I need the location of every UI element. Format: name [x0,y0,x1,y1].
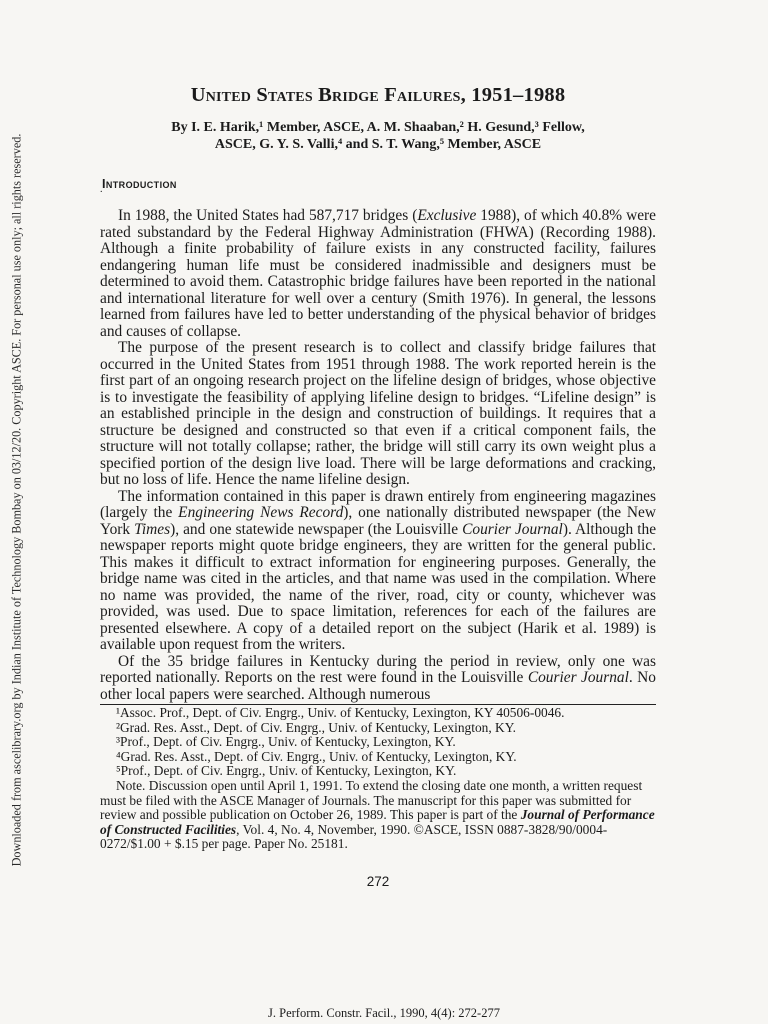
footnote-3: ³Prof., Dept. of Civ. Engrg., Univ. of Kentucky, Lexington, KY. [116,734,456,750]
journal-citation: J. Perform. Constr. Facil., 1990, 4(4): 272-277 [268,1006,500,1020]
author-list [100,119,656,153]
footnote-5: ⁵Prof., Dept. of Civ. Engrg., Univ. of Kentucky, Lexington, KY. [116,763,457,779]
stray-mark: . [100,184,103,195]
body-text [100,208,656,703]
authors-line-1: By I. E. Harik,¹ Member, ASCE, A. M. Shaaban,² H. Gesund,³ Fellow, [171,120,585,135]
section-heading: Introduction [102,177,177,191]
footnote-1: ¹Assoc. Prof., Dept. of Civ. Engrg., Univ. of Kentucky, Lexington, KY 40506-0046. [116,705,565,720]
authors-line-2: ASCE, G. Y. S. Valli,⁴ and S. T. Wang,⁵ Member, ASCE [214,137,542,152]
download-watermark: Downloaded from ascelibrary.org by Indian Institute of Technology Bombay on 03/12/20. Copyright ASCE. For personal use only; all rights reserved. [9,133,24,867]
publication-note: Note. Discussion open until April 1, 1991. To extend the closing date one month, a written request must be filed with the ASCE Manager of Journals. The manuscript for this paper was submitted for review and possible publication on October 26, 1989. This paper is part of the Journal of Performance of Constructed Facilities, Vol. 4, No. 4, November, 1990. ©ASCE, ISSN 0887-3828/90/0004-0272/$1.00 + $.15 per page. Paper No. 25181. [100,777,655,852]
page-number: 272 [366,873,390,889]
paper-title: United States Bridge Failures, 1951–1988 [190,84,566,106]
paragraph-2: The purpose of the present research is to collect and classify bridge failures that occurred in the United States from 1951 through 1988. The work reported herein is the first part of an ongoing research project on the lifeline design of bridges, whose objective is to investigate the feasibility of applying lifeline design to bridges. “Lifeline design” is an established principle in the design and construction of buildings. It requires that a structure be designed and constructed so that even if a critical component fails, the structure will not totally collapse; rather, the bridge will still carry its own weight plus a specified portion of the design live load. There will be large deformations and cracking, but no loss of life. Hence the name lifeline design. [100,339,656,488]
footnotes [100,706,656,852]
paragraph-3: The information contained in this paper is drawn entirely from engineering magazines (largely the Engineering News Record), one nationally distributed newspaper (the New York Times), and one statewide newspaper (the Louisville Courier Journal). Although the newspaper reports might quote bridge engineers, they are written for the general public. This makes it difficult to extract information for engineering purposes. Generally, the bridge name was cited in the articles, and that name was used in the compilation. Where no name was provided, the name of the river, road, city or county, whichever was provided, was used. Due to space limitation, references for each of the failures are presented elsewhere. A copy of a detailed report on the subject (Harik et al. 1989) is available upon request from the writers. [100,487,657,653]
paragraph-1: In 1988, the United States had 587,717 bridges (Exclusive 1988), of which 40.8% were rated substandard by the Federal Highway Administration (FHWA) (Recording 1988). Although a finite probability of failure exists in any constructed facility, failures endangering human life must be considered inadmissible and designers must be determined to avoid them. Catastrophic bridge failures have been reported in the national and international literature for well over a century (Smith 1976). In general, the lessons learned from failures have led to better understanding of the physical behavior of bridges and causes of collapse. [100,207,657,340]
paragraph-4: Of the 35 bridge failures in Kentucky during the period in review, only one was reported nationally. Reports on the rest were found in the Louisville Courier Journal. No other local papers were searched. Although numerous [100,652,656,703]
paper-page [100,84,656,889]
footnote-2: ²Grad. Res. Asst., Dept. of Civ. Engrg., Univ. of Kentucky, Lexington, KY. [116,719,516,735]
footnote-4: ⁴Grad. Res. Asst., Dept. of Civ. Engrg., Univ. of Kentucky, Lexington, KY. [116,748,517,764]
